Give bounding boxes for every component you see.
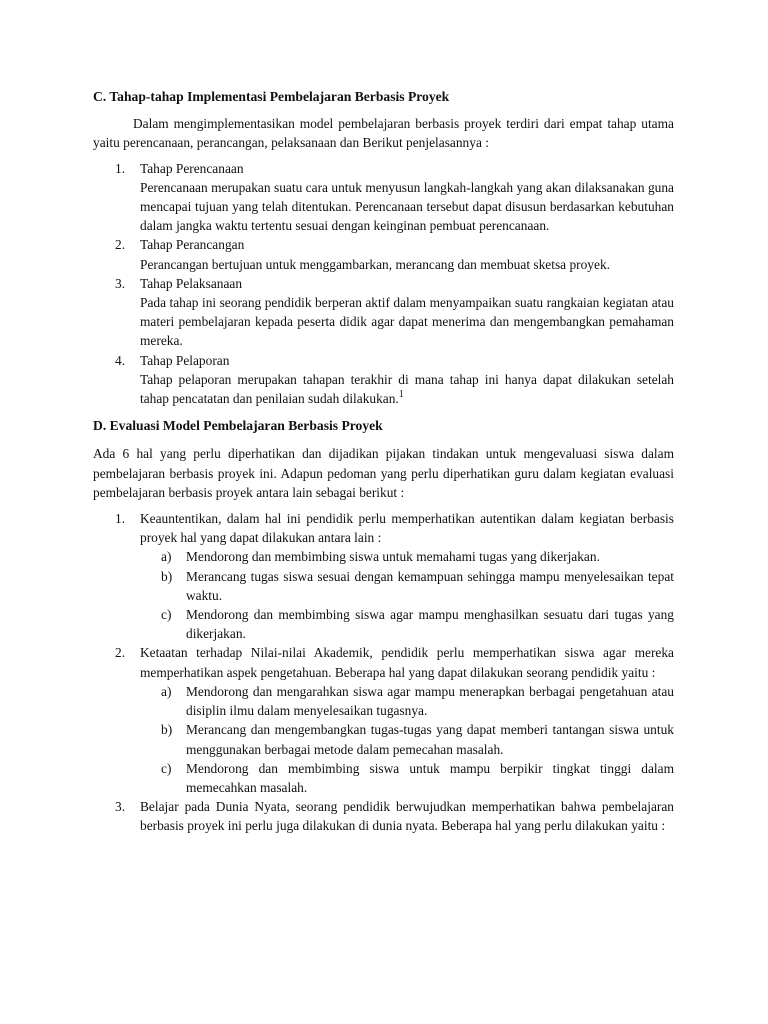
list-item-guideline-2 <box>93 643 674 797</box>
sublist-text: Mendorong dan mengarahkan siswa agar mampu menerapkan berbagai pengetahuan atau disiplin ilmu dalam menyelesaikan tugasnya. <box>186 683 674 719</box>
sublist-letter: c) <box>161 760 172 776</box>
section-c-intro: Dalam mengimplementasikan model pembelajaran berbasis proyek terdiri dari empat tahap utama yaitu perencanaan, perancangan, pelaksanaan dan Berikut penjelasannya : <box>93 116 674 151</box>
list-item-stage-4 <box>93 351 674 409</box>
list-number: 1. <box>115 511 126 527</box>
sublist-item <box>140 682 674 720</box>
list-item-stage-2 <box>93 235 674 273</box>
sublist-text: Merancang dan mengembangkan tugas-tugas yang dapat memberi tantangan siswa untuk menggunakan berbagai metode dalam pemecahan masalah. <box>186 722 674 757</box>
stage-title: Tahap Pelaporan <box>140 352 230 368</box>
section-d-intro: Ada 6 hal yang perlu diperhatikan dan dijadikan pijakan tindakan untuk mengevaluasi siswa dalam pembelajaran berbasis proyek ini. Adapun pedoman yang perlu diperhatikan guru dalam kegiatan evaluasi pembelajaran berbasis proyek antara lain sebagai berikut : <box>93 446 674 500</box>
sublist-letter: a) <box>161 549 172 565</box>
sublist-item <box>140 567 674 605</box>
footnote-marker[interactable]: 1 <box>398 389 404 401</box>
guideline-sublist <box>140 547 674 643</box>
stage-description: Tahap pelaporan merupakan tahapan terakhir di mana tahap ini hanya dapat dilakukan setelah tahap pencatatan dan penilaian sudah dilakukan. <box>140 371 674 407</box>
sublist-letter: a) <box>161 683 172 699</box>
sublist-item <box>140 547 674 566</box>
list-number: 4. <box>115 352 126 368</box>
sublist-letter: b) <box>161 568 173 584</box>
stage-description: Perancangan bertujuan untuk menggambarkan, merancang dan membuat sketsa proyek. <box>140 256 610 272</box>
stage-title: Tahap Pelaksanaan <box>140 275 243 291</box>
list-number: 2. <box>115 645 126 661</box>
sublist-letter: b) <box>161 722 173 738</box>
evaluation-guidelines-list <box>93 509 674 835</box>
list-number: 2. <box>115 237 126 253</box>
list-number: 3. <box>115 275 126 291</box>
sublist-item <box>140 605 674 643</box>
list-item-stage-1 <box>93 159 674 236</box>
guideline-text: Keauntentikan, dalam hal ini pendidik perlu memperhatikan autentikan dalam kegiatan berbasis proyek hal yang dapat dilakukan antara lain : <box>140 511 674 546</box>
stage-title: Tahap Perencanaan <box>140 160 244 176</box>
sublist-text: Mendorong dan membimbing siswa untuk memahami tugas yang dikerjakan. <box>186 549 600 565</box>
stage-title: Tahap Perancangan <box>140 237 245 253</box>
list-number: 3. <box>115 799 126 815</box>
guideline-text: Ketaatan terhadap Nilai-nilai Akademik, pendidik perlu memperhatikan siswa agar mereka memperhatikan aspek pengetahuan. Beberapa hal yang dapat dilakukan seorang pendidik yaitu : <box>140 645 674 680</box>
list-item-stage-3 <box>93 274 674 351</box>
sublist-text: Merancang tugas siswa sesuai dengan kemampuan sehingga mampu menyelesaikan tepat waktu. <box>186 568 674 603</box>
document-page <box>93 87 674 836</box>
implementation-stages-list <box>93 159 674 409</box>
list-item-guideline-3 <box>93 797 674 835</box>
stage-description-wrapper <box>140 370 674 408</box>
list-item-guideline-1 <box>93 509 674 643</box>
sublist-item <box>140 720 674 758</box>
sublist-text: Mendorong dan membimbing siswa untuk mampu berpikir tingkat tinggi dalam memecahkan masalah. <box>186 760 674 795</box>
guideline-text: Belajar pada Dunia Nyata, seorang pendidik berwujudkan memperhatikan bahwa pembelajaran berbasis proyek ini perlu juga dilakukan di dunia nyata. Beberapa hal yang perlu dilakukan yaitu : <box>140 799 674 834</box>
guideline-sublist <box>140 682 674 797</box>
sublist-text: Mendorong dan membimbing siswa agar mampu menghasilkan sesuatu dari tugas yang dikerjakan. <box>186 607 674 642</box>
list-number: 1. <box>115 160 126 176</box>
section-d-heading: D. Evaluasi Model Pembelajaran Berbasis Proyek <box>93 418 383 434</box>
sublist-letter: c) <box>161 607 172 623</box>
stage-description: Pada tahap ini seorang pendidik berperan aktif dalam menyampaikan suatu rangkaian kegiatan atau materi pembelajaran kepada peserta didik agar dapat menerima dan mengembangkan pemahaman mereka. <box>140 295 674 349</box>
section-c-heading: C. Tahap-tahap Implementasi Pembelajaran Berbasis Proyek <box>93 89 450 104</box>
stage-description: Perencanaan merupakan suatu cara untuk menyusun langkah-langkah yang akan dilaksanakan guna mencapai tujuan yang telah ditentukan. Perencanaan tersebut dapat disusun berdasarkan kebutuhan dalam jangka waktu tertentu sesuai dengan keinginan pembuat perencanaan. <box>140 179 674 234</box>
sublist-item <box>140 759 674 797</box>
